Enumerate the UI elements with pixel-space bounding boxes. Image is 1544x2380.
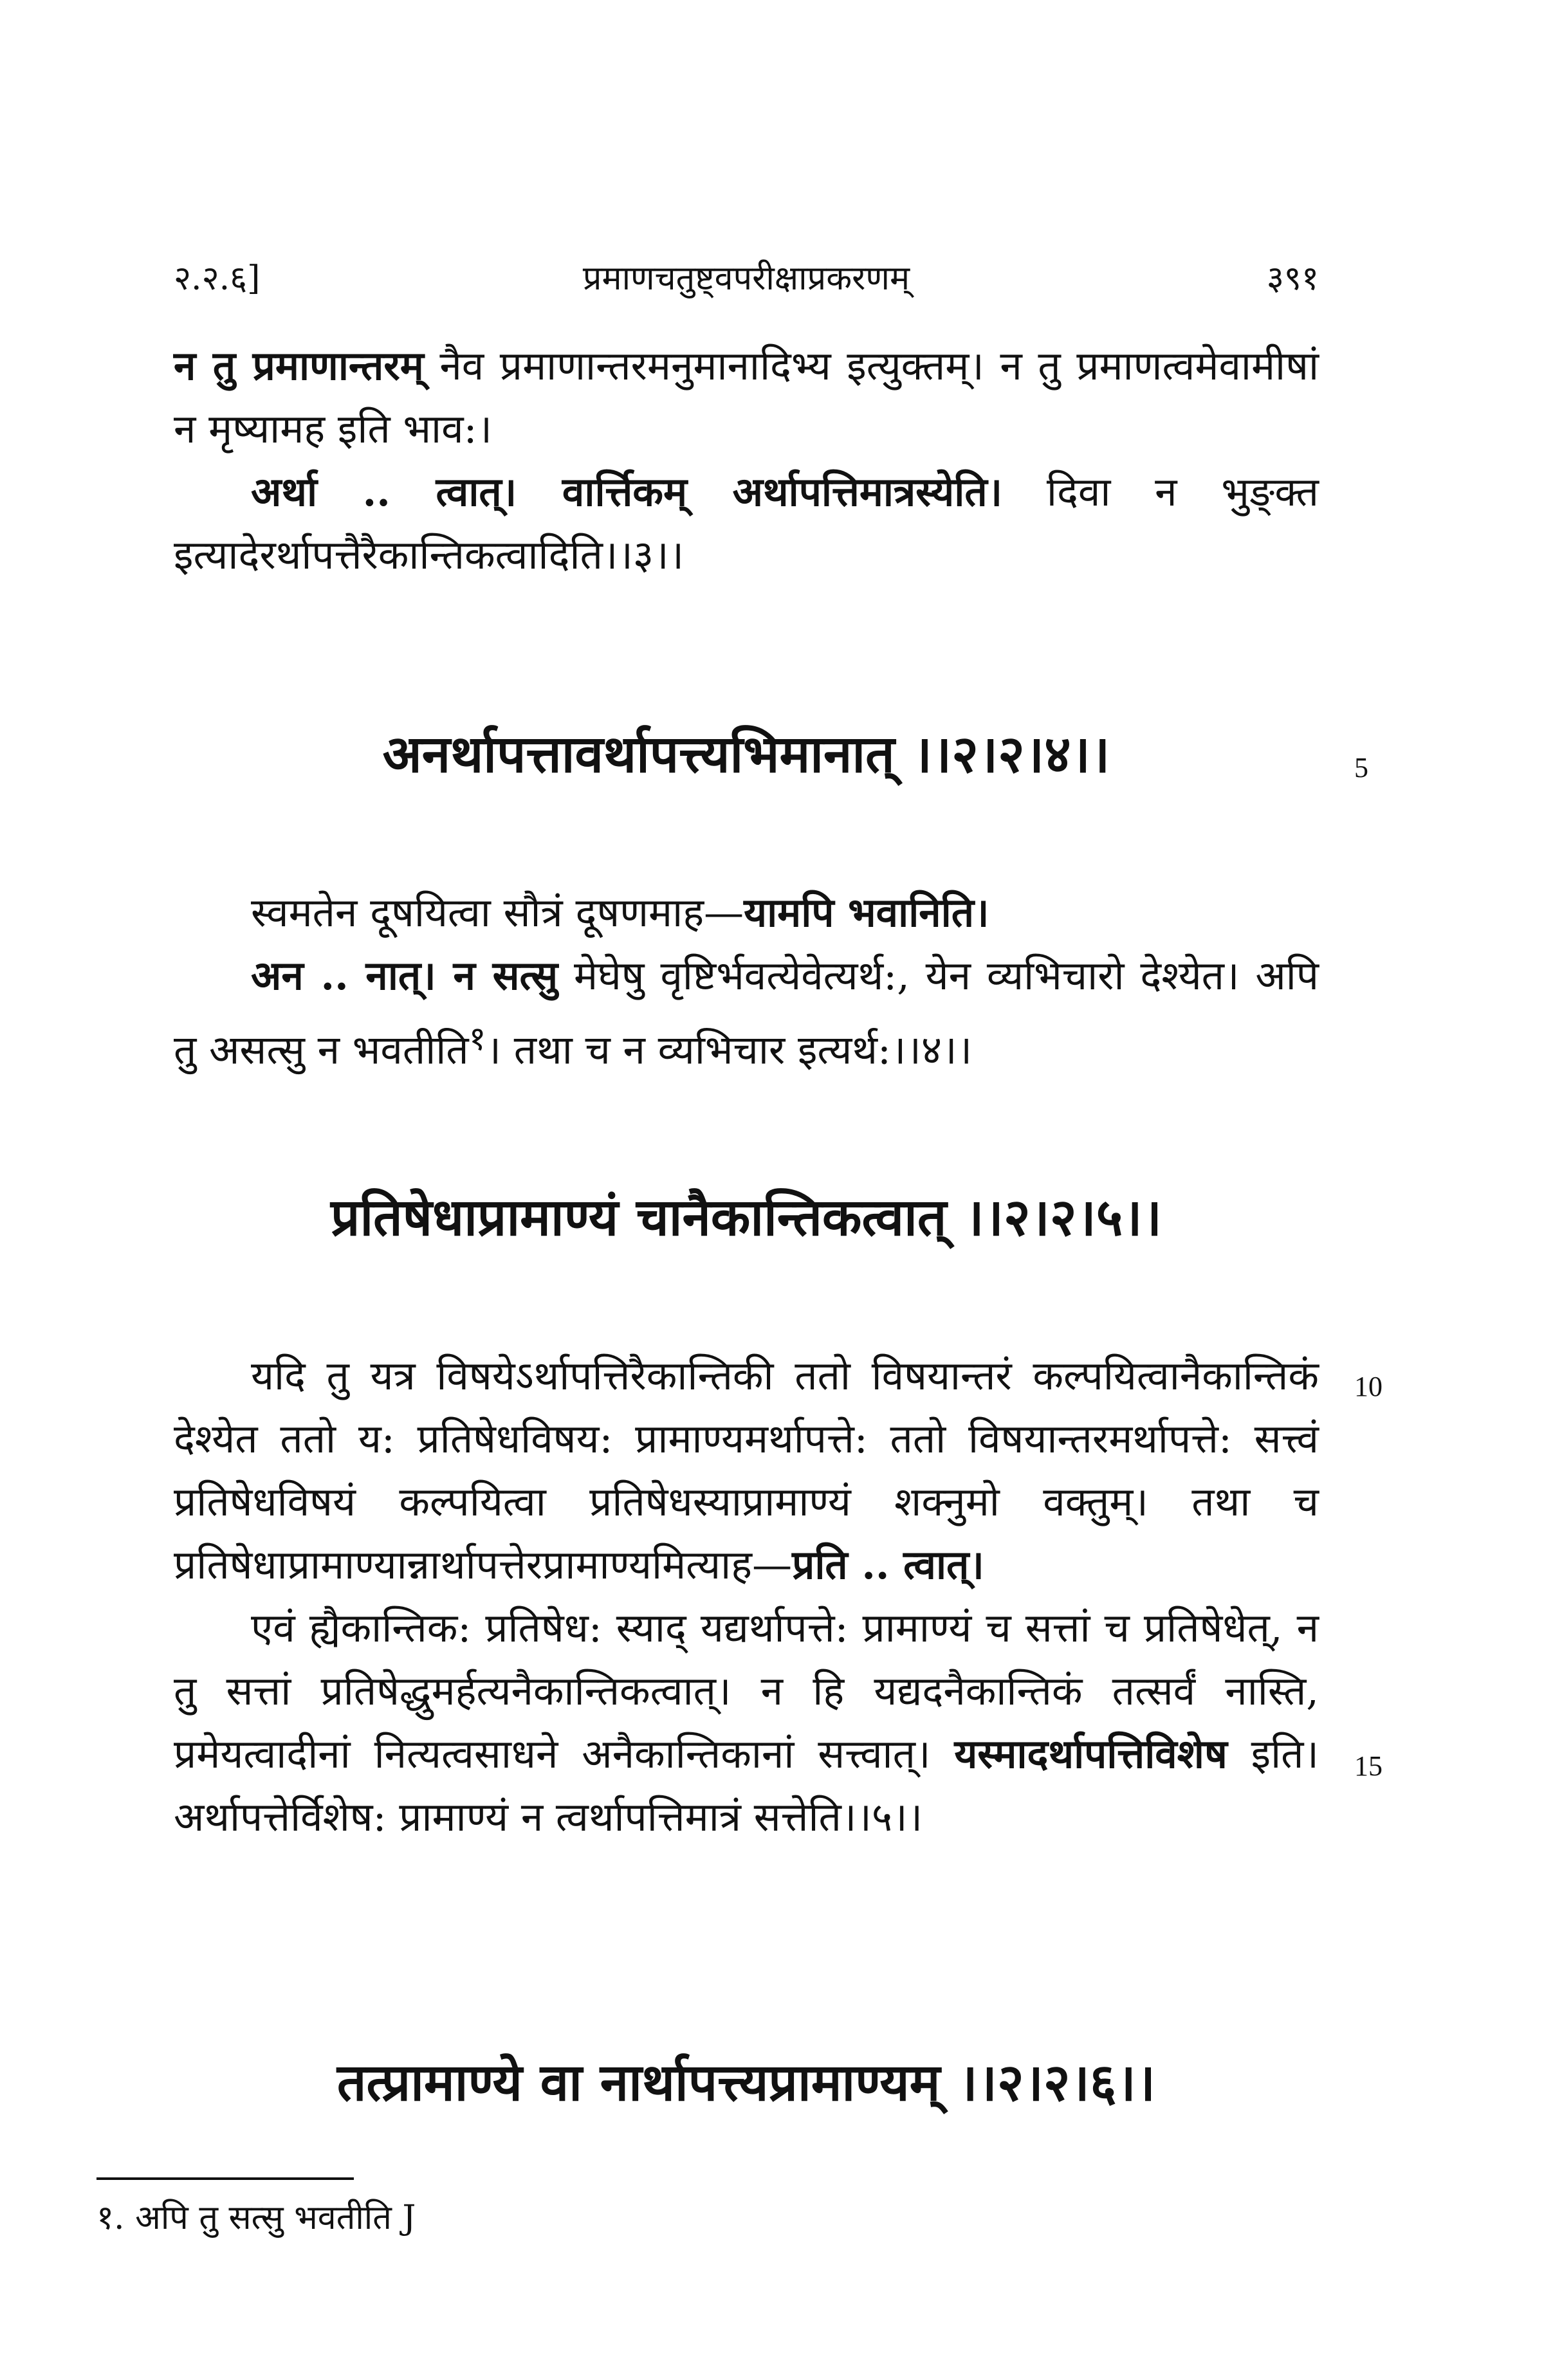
paragraph-text: स्वमतेन दूषयित्वा सौत्रं दूषणमाह—	[251, 889, 744, 936]
footnote: १. अपि तु सत्सु भवतीति J	[96, 2199, 416, 2237]
bold-lemma: न तु प्रमाणान्तरम्	[174, 342, 424, 389]
paragraph	[174, 1597, 1319, 1849]
section-number: २.२.६]	[174, 259, 261, 298]
paragraph-text: । तथा च न व्यभिचार इत्यर्थ:।।४।।	[486, 1026, 973, 1074]
paragraph-text: एवं ह्यैकान्तिक: प्रतिषेध: स्याद् यद्यर्थापत्ते: प्रामाण्यं च सत्तां च प्रतिषेधेत्, न तु सत्तां प्रतिषेद्धुमर्हत्यनैकान्तिकत्वात्। न हि यद्यदनैकान्तिकं तत्सर्वं नास्ति, प्रमेयत्वादीनां नित्यत्वसाधने अनैकान्तिकानां सत्त्वात्।	[174, 1604, 1319, 1777]
paragraph-text: मेघेषु वृष्टिर्भवत्येवेत्यर्थ:, येन व्यभिचारो देश्येत। अपि तु असत्सु न भवतीति	[174, 952, 1319, 1074]
line-number: 10	[1354, 1371, 1383, 1402]
paragraph	[174, 944, 1319, 1082]
sutra-heading-6: तत्प्रामाण्ये वा नार्थापत्त्यप्रामाण्यम् ।।२।२।६।।	[336, 2052, 1156, 2112]
bold-lemma: वार्त्तिकम् अर्थापत्तिमात्रस्येति।	[517, 468, 1003, 515]
bold-lemma: प्रति .. त्वात्।	[792, 1541, 984, 1588]
bold-lemma: यस्मादर्थापत्तिविशेष	[954, 1730, 1227, 1777]
bold-lemma: यामपि भवानिति।	[744, 889, 989, 936]
paragraph	[174, 1344, 1319, 1597]
paragraph-text: यदि तु यत्र विषयेऽर्थापत्तिरैकान्तिकी ततो विषयान्तरं कल्पयित्वानैकान्तिकं देश्येत ततो य: प्रतिषेधविषय: प्रामाण्यमर्थापत्ते: ततो विषयान्तरमर्थापत्ते: सत्त्वं प्रतिषेधविषयं कल्पयित्वा प्रतिषेधस्याप्रामाण्यं शक्नुमो वक्तुम्। तथा च प्रतिषेधाप्रामाण्यान्नार्थापत्तेरप्रामाण्यमित्याह—	[174, 1352, 1319, 1588]
commentary-block-2	[174, 881, 1319, 1082]
paragraph-text: दिवा न भुङ्क्त इत्यादेरर्थापत्तैरैकान्तिकत्वादिति।।३।।	[174, 468, 1319, 578]
paragraph	[174, 334, 1319, 461]
commentary-block-1	[174, 334, 1319, 587]
line-number: 15	[1354, 1750, 1383, 1782]
sutra-heading-5: प्रतिषेधाप्रामाण्यं चानैकान्तिकत्वात् ।।२।२।५।।	[330, 1187, 1163, 1247]
running-header	[174, 254, 1319, 306]
running-title: प्रमाणचतुष्ट्वपरीक्षाप्रकरणम्	[582, 259, 910, 298]
page-number: ३९१	[1266, 259, 1319, 298]
bold-lemma: अर्था .. त्वात्।	[251, 468, 517, 515]
bold-lemma: अन .. नात्।	[251, 952, 436, 999]
paragraph-text: नैव प्रमाणान्तरमनुमानादिभ्य इत्युक्तम्। न तु प्रमाणत्वमेवामीषां न मृष्यामह इति भाव:।	[174, 342, 1319, 452]
sutra-heading-4: अनर्थापत्तावर्थापत्त्यभिमानात् ।।२।२।४।।	[382, 724, 1110, 784]
paragraph	[174, 461, 1319, 587]
paragraph-text: इति। अर्थापत्तेर्विशेष: प्रामाण्यं न त्वर्थापत्तिमात्रं सत्तेति।।५।।	[174, 1730, 1319, 1840]
commentary-block-3	[174, 1344, 1319, 1849]
footnote-marker: १	[468, 1020, 486, 1058]
footnote-rule	[96, 2177, 354, 2180]
bold-lemma: न सत्सु	[436, 952, 558, 999]
line-number: 5	[1354, 752, 1368, 783]
paragraph	[174, 881, 1319, 944]
